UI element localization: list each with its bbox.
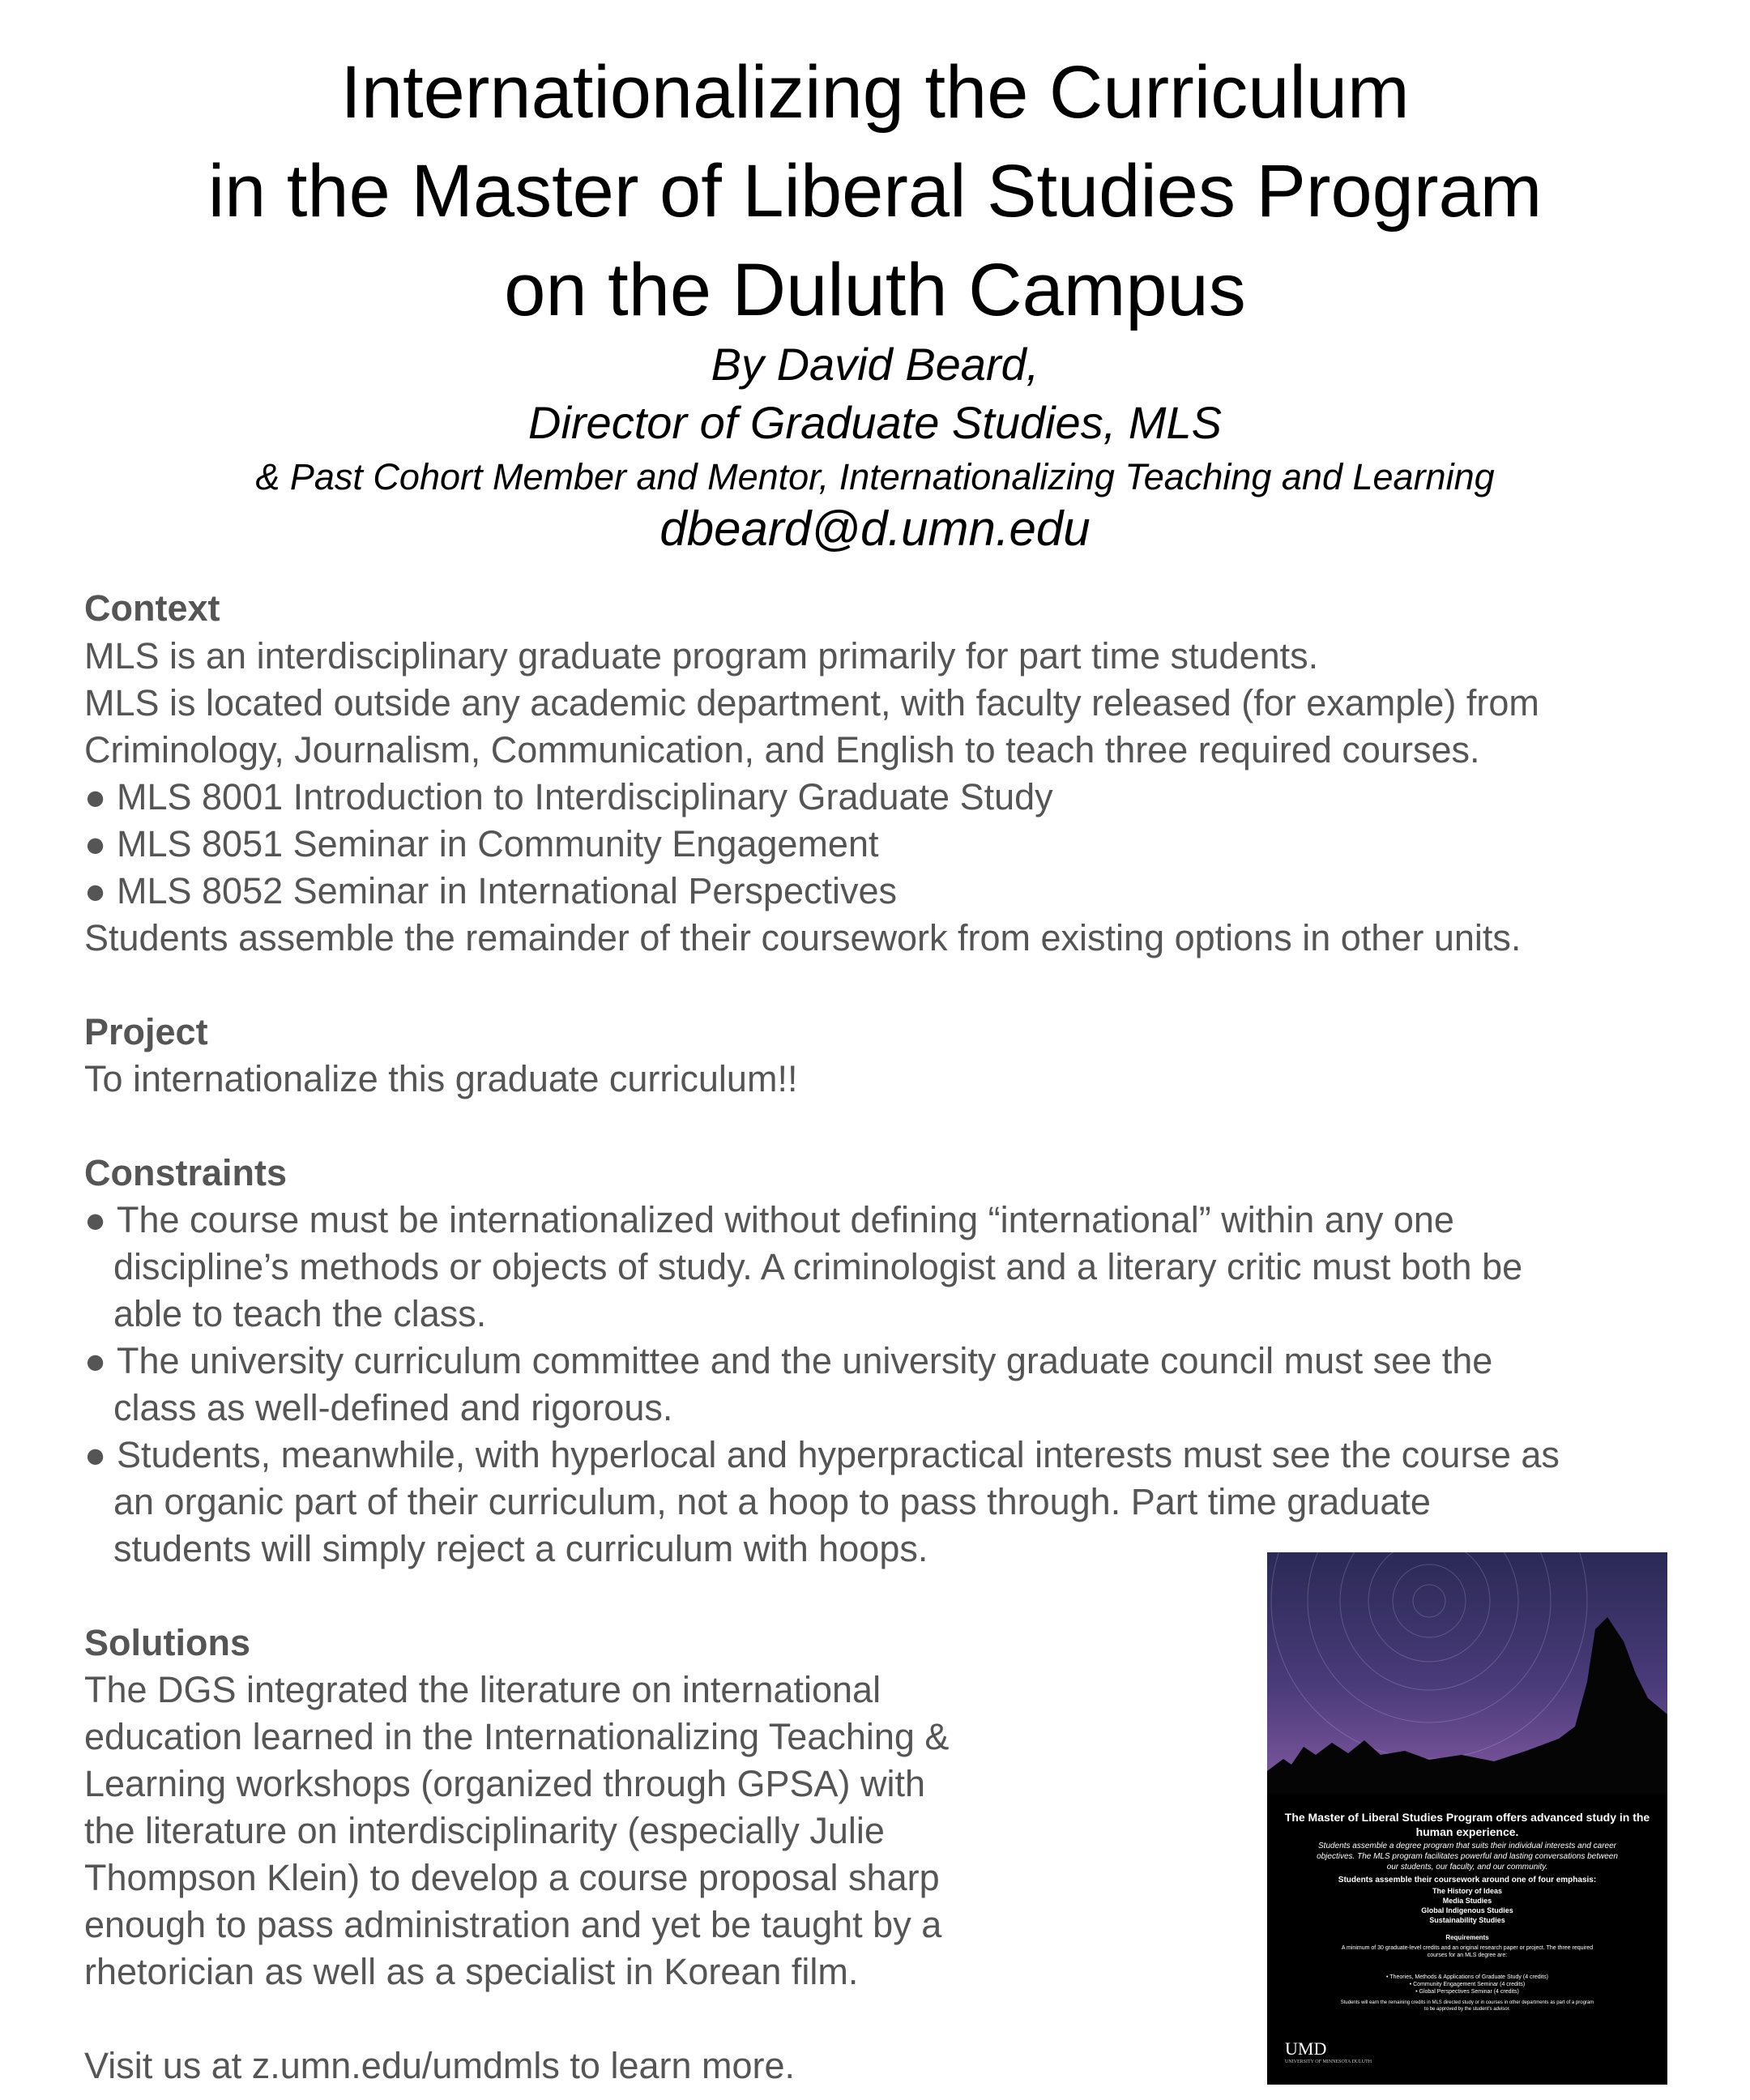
course-list-item bbox=[84, 774, 1053, 821]
constraint-text: The university curriculum committee and the university graduate council must see the bbox=[117, 1340, 1493, 1381]
poster-course: • Theories, Methods & Applications of Graduate Study (4 credits) bbox=[1386, 1974, 1548, 1980]
title-line-2: in the Master of Liberal Studies Program bbox=[207, 150, 1543, 233]
bullet-icon: ● bbox=[84, 870, 107, 911]
constraint-text: Students, meanwhile, with hyperlocal and hyperpractical interests must see the course as bbox=[117, 1434, 1560, 1475]
constraint-text-cont: able to teach the class. bbox=[113, 1293, 487, 1334]
solutions-line: enough to pass administration and yet be taught by a bbox=[84, 1904, 942, 1945]
constraint-text-cont: class as well-defined and rigorous. bbox=[113, 1387, 673, 1428]
poster-course: • Global Perspectives Seminar (4 credits) bbox=[1415, 1989, 1519, 1995]
poster-emphases bbox=[1267, 1886, 1667, 1925]
constraints-heading: Constraints bbox=[84, 1152, 288, 1193]
bullet-icon: ● bbox=[84, 776, 107, 817]
author-affiliation: & Past Cohort Member and Mentor, Internationalizing Teaching and Learning bbox=[255, 456, 1495, 497]
poster-fine-print: Students will earn the remaining credits in MLS directed study or in courses in other departments as part of a program to be approved by the student's advisor. bbox=[1340, 2000, 1594, 2012]
bullet-icon: ● bbox=[84, 1199, 107, 1240]
poster-intro: Students assemble a degree program that suits their individual interests and career objectives. The MLS program facilitates powerful and lasting conversations between our students, our faculty, and our community. bbox=[1317, 1842, 1618, 1872]
poster-requirements-text: A minimum of 30 graduate-level credits and an original research paper or project. The three required courses for an MLS degree are: bbox=[1341, 1945, 1594, 1958]
umd-logo: UMD bbox=[1285, 2038, 1327, 2059]
poster-emphasis: Media Studies bbox=[1442, 1897, 1492, 1905]
solutions-line: Thompson Klein) to develop a course proposal sharp bbox=[84, 1857, 940, 1898]
course-list-item bbox=[84, 868, 897, 915]
constraint-text: The course must be internationalized without defining “international” within any one bbox=[117, 1199, 1454, 1240]
course-label: MLS 8001 Introduction to Interdisciplinary Graduate Study bbox=[117, 776, 1053, 817]
constraint-text-cont: discipline’s methods or objects of study. A criminologist and a literary critic must both be bbox=[113, 1246, 1523, 1287]
constraint-item bbox=[84, 1338, 1492, 1385]
context-heading: Context bbox=[84, 587, 220, 629]
solutions-line: education learned in the Internationalizing Teaching & bbox=[84, 1716, 950, 1757]
poster-headline: The Master of Liberal Studies Program offers advanced study in the human experience. bbox=[1284, 1811, 1650, 1838]
constraint-item bbox=[84, 1197, 1454, 1244]
author-email[interactable]: dbeard@d.umn.edu bbox=[659, 502, 1091, 556]
course-label: MLS 8051 Seminar in Community Engagement bbox=[117, 823, 879, 864]
visit-link-text[interactable]: Visit us at z.umn.edu/umdmls to learn more. bbox=[84, 2045, 796, 2086]
solutions-line: Learning workshops (organized through GPSA) with bbox=[84, 1763, 926, 1804]
course-label: MLS 8052 Seminar in International Perspectives bbox=[117, 870, 898, 911]
title-line-3: on the Duluth Campus bbox=[504, 249, 1246, 331]
bullet-icon: ● bbox=[84, 1434, 107, 1475]
poster-required-courses bbox=[1267, 1974, 1667, 1995]
solutions-line: The DGS integrated the literature on international bbox=[84, 1669, 881, 1710]
author-role: Director of Graduate Studies, MLS bbox=[528, 397, 1222, 448]
title-line-1: Internationalizing the Curriculum bbox=[340, 51, 1410, 134]
mls-poster-image bbox=[1267, 1552, 1667, 2085]
project-text: To internationalize this graduate curriculum!! bbox=[84, 1058, 798, 1099]
poster-requirements-label: Requirements bbox=[1445, 1934, 1489, 1941]
poster-course: • Community Engagement Seminar (4 credits) bbox=[1409, 1982, 1526, 1987]
solutions-heading: Solutions bbox=[84, 1622, 250, 1663]
constraint-text-cont: an organic part of their curriculum, not a hoop to pass through. Part time graduate bbox=[113, 1481, 1431, 1522]
bullet-icon: ● bbox=[84, 823, 107, 864]
bullet-icon: ● bbox=[84, 1340, 107, 1381]
project-heading: Project bbox=[84, 1011, 208, 1052]
poster-emphasis-label: Students assemble their coursework around one of four emphasis: bbox=[1338, 1876, 1597, 1884]
course-list-item bbox=[84, 821, 878, 868]
poster-emphasis: Global Indigenous Studies bbox=[1421, 1906, 1513, 1914]
poster-emphasis: Sustainability Studies bbox=[1429, 1916, 1505, 1924]
context-line: Criminology, Journalism, Communication, and English to teach three required courses. bbox=[84, 729, 1480, 770]
umd-logo-subtext: UNIVERSITY OF MINNESOTA DULUTH bbox=[1285, 2059, 1372, 2064]
constraint-text-cont: students will simply reject a curriculum with hoops. bbox=[113, 1528, 928, 1569]
solutions-line: the literature on interdisciplinarity (especially Julie bbox=[84, 1810, 885, 1851]
constraint-item bbox=[84, 1432, 1560, 1479]
solutions-line: rhetorician as well as a specialist in Korean film. bbox=[84, 1951, 859, 1992]
poster-emphasis: The History of Ideas bbox=[1432, 1887, 1503, 1895]
context-line: MLS is an interdisciplinary graduate program primarily for part time students. bbox=[84, 635, 1319, 677]
context-line: MLS is located outside any academic department, with faculty released (for example) from bbox=[84, 682, 1539, 723]
byline: By David Beard, bbox=[711, 339, 1039, 390]
context-closing: Students assemble the remainder of their coursework from existing options in other units. bbox=[84, 917, 1522, 958]
